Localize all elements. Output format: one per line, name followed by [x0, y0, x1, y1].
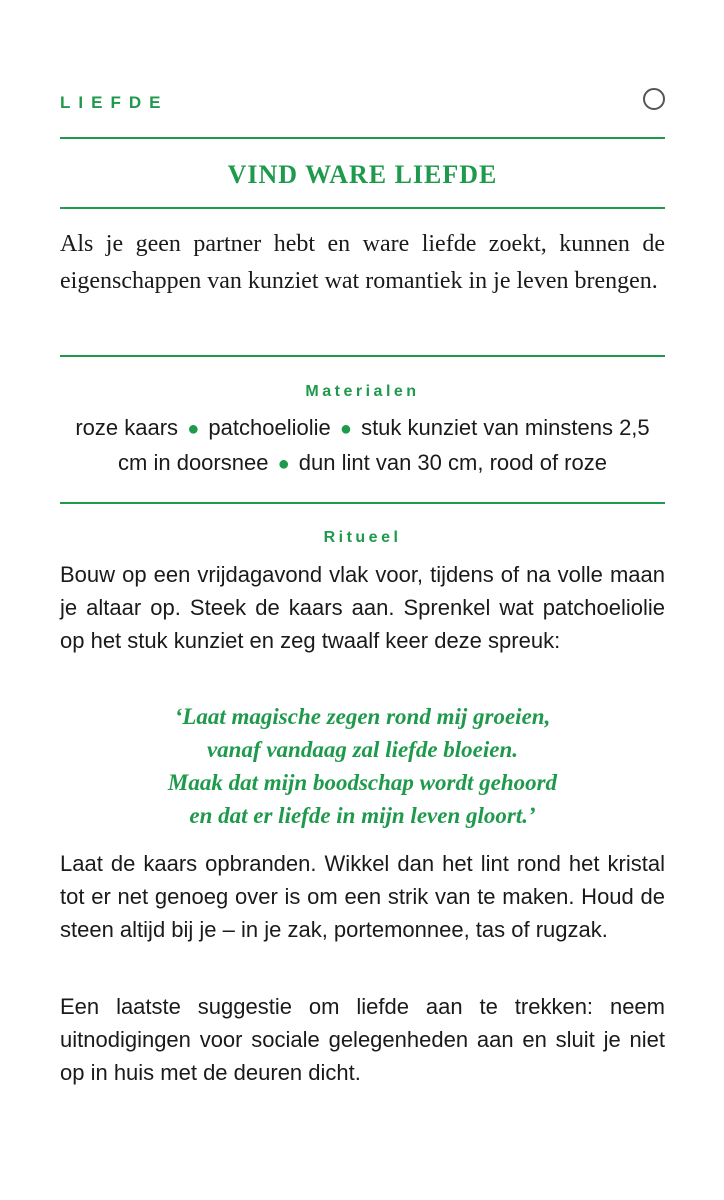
section-label: LIEFDE [60, 93, 169, 112]
book-page [60, 0, 665, 1200]
ritual-paragraph-1: Bouw op een vrijdagavond vlak voor, tijdens of na volle maan je altaar op. Steek de kaars aan. Sprenkel wat patchoeliolie op het stuk kunziet en zeg twaalf keer deze spreuk: [60, 562, 665, 653]
divider-title [60, 207, 665, 209]
spell-line: Maak dat mijn boodschap wordt gehoord [167, 770, 558, 795]
circle-outline-icon [643, 88, 665, 110]
material-item: patchoeliolie [208, 415, 331, 440]
materials-list [60, 411, 665, 481]
page-header [60, 84, 665, 124]
spell-verse [60, 700, 665, 832]
page-title: VIND WARE LIEFDE [227, 160, 498, 189]
intro-paragraph: Als je geen partner hebt en ware liefde zoekt, kunnen de eigenschappen van kunziet wat romantiek in je leven brengen. [60, 231, 665, 294]
bullet-icon: ● [187, 418, 200, 440]
ritual-paragraph-3: Een laatste suggestie om liefde aan te trekken: neem uitnodigingen voor sociale gelegenheden aan en sluit je niet op in huis met de deuren dicht. [60, 994, 665, 1085]
material-item: dun lint van 30 cm, rood of roze [298, 450, 607, 475]
bullet-icon: ● [277, 453, 290, 475]
spell-line: vanaf vandaag zal liefde bloeien. [206, 737, 519, 762]
divider-intro [60, 355, 665, 357]
spell-line: en dat er liefde in mijn leven gloort.’ [189, 803, 536, 828]
divider-top [60, 137, 665, 139]
materials-heading: Materialen [305, 383, 420, 400]
bullet-icon: ● [339, 418, 352, 440]
material-item: stuk kunziet van minstens 2,5 cm in doorsnee [118, 415, 650, 475]
divider-materials [60, 502, 665, 504]
ritual-heading: Ritueel [323, 529, 402, 546]
spell-line: ‘Laat magische zegen rond mij groeien, [174, 704, 551, 729]
material-item: roze kaars [75, 415, 179, 440]
ritual-paragraph-2: Laat de kaars opbranden. Wikkel dan het lint rond het kristal tot er net genoeg over is om een strik van te maken. Houd de steen altijd bij je – in je zak, portemonnee, tas of rugzak. [60, 851, 665, 942]
